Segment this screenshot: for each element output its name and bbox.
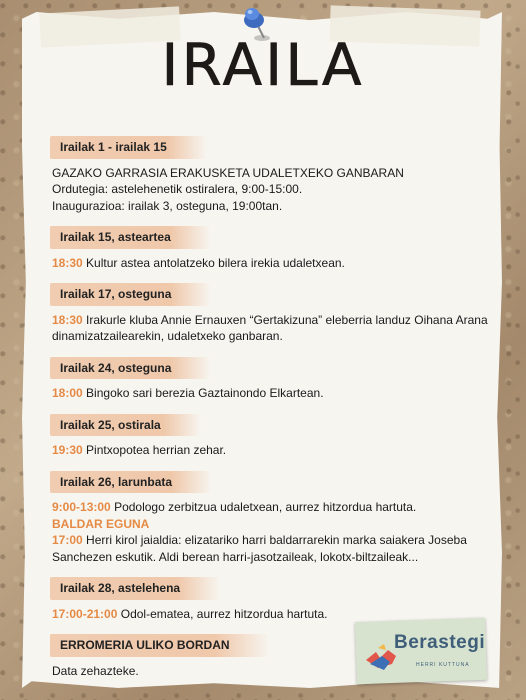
- section-header: Irailak 28, astelehena: [50, 577, 220, 600]
- event-text: GAZAKO GARRASIA ERAKUSKETA UDALETXEKO GANBARAN: [52, 165, 404, 180]
- event-text: Data zehazteke.: [52, 663, 139, 678]
- event-time: 18:00: [52, 386, 83, 400]
- event-subheading: BALDAR EGUNA: [52, 516, 150, 531]
- event-text: Ordutegia: astelehenetik ostiralera, 9:00-15:00.: [52, 182, 303, 196]
- section-header: ERROMERIA ULIKO BORDAN: [50, 634, 270, 657]
- events-list: [52, 136, 502, 691]
- event-section: [52, 414, 502, 459]
- section-header: Irailak 1 - irailak 15: [50, 136, 207, 159]
- event-line: [52, 255, 502, 272]
- event-text: Inaugurazioa: irailak 3, osteguna, 19:00tan.: [52, 198, 283, 213]
- event-line: [52, 385, 502, 402]
- event-section: [52, 283, 502, 345]
- logo-tagline: HERRI KUTTUNA: [416, 662, 470, 668]
- section-header: Irailak 24, osteguna: [50, 357, 211, 380]
- event-line: [52, 442, 502, 459]
- event-text: Odol-ematea, aurrez hitzordua hartuta.: [120, 606, 328, 621]
- section-header: Irailak 26, larunbata: [50, 471, 212, 494]
- event-line: [52, 312, 502, 345]
- event-line: [52, 165, 502, 215]
- event-line: [52, 499, 502, 565]
- event-text: Irakurle kluba Annie Ernauxen “Gertakizuna” eleberria landuz Oihana Arana dinamizatzailearekin, udaletxeko ganbaran.: [52, 312, 488, 343]
- berastegi-logo: [356, 620, 486, 682]
- event-time: 17:00: [52, 533, 83, 547]
- event-text: Pintxopotea herrian zehar.: [86, 443, 227, 457]
- logo-mark-icon: [364, 642, 398, 674]
- event-text: Podologo zerbitzua udaletxean, aurrez hitzordua hartuta.: [114, 500, 417, 514]
- event-section: [52, 136, 502, 214]
- logo-name: Berastegi: [394, 632, 486, 653]
- event-time: 9:00-13:00: [52, 500, 111, 514]
- section-header: Irailak 17, osteguna: [50, 283, 211, 306]
- page-title: IRAILA: [161, 31, 365, 99]
- event-time: 18:30: [52, 312, 83, 327]
- section-header: Irailak 25, ostirala: [50, 414, 201, 437]
- section-header: Irailak 15, asteartea: [50, 226, 211, 249]
- event-section: [52, 471, 502, 566]
- event-text: Kultur astea antolatzeko bilera irekia udaletxean.: [86, 255, 345, 270]
- event-section: [52, 577, 502, 622]
- event-time: 17:00-21:00: [52, 606, 118, 621]
- event-text: Bingoko sari berezia Gaztainondo Elkartean.: [86, 386, 324, 400]
- event-time: 18:30: [52, 255, 83, 270]
- event-time: 19:30: [52, 443, 83, 457]
- event-section: [52, 357, 502, 402]
- event-section: [52, 226, 502, 271]
- event-text: Herri kirol jaialdia: elizatariko harri baldarrarekin marka saiakera Joseba Sanchezen eskutik. Aldi berean harri-jasotzaileak, lokotx-biltzaileak...: [52, 533, 467, 564]
